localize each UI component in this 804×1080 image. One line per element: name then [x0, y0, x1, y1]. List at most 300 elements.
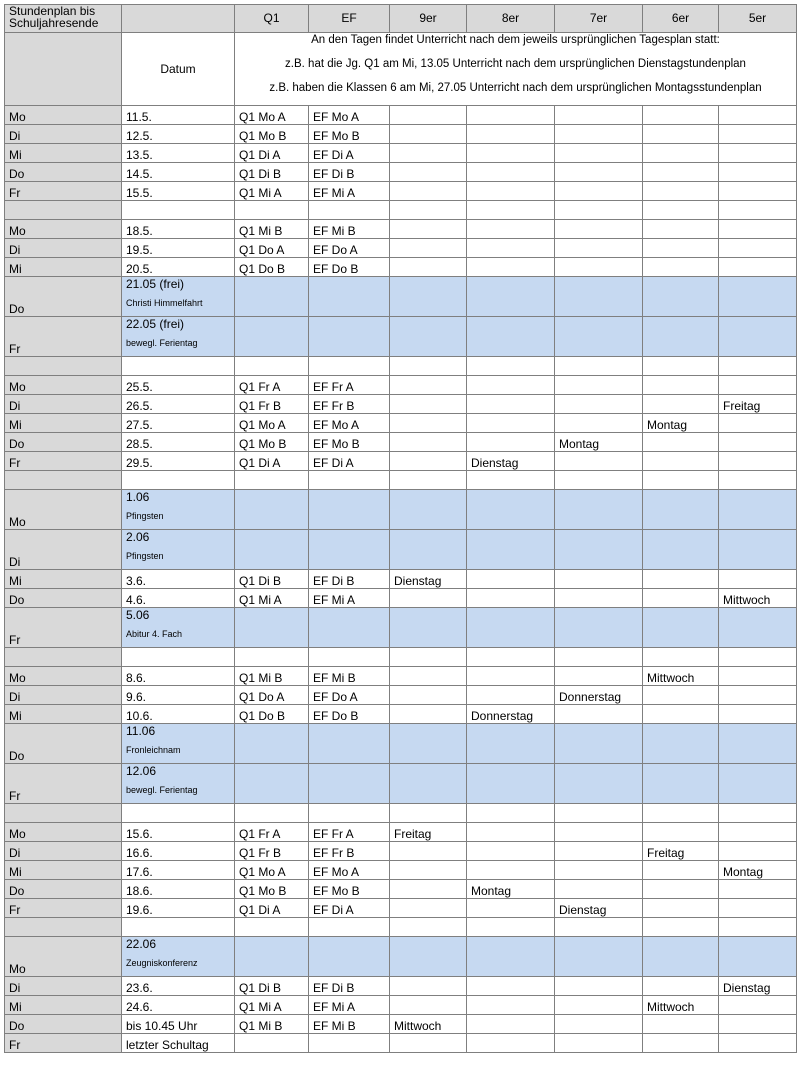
cell-c5: Freitag [719, 395, 797, 414]
weekday-cell: Fr [5, 608, 122, 648]
cell-c8 [467, 182, 555, 201]
date-cell: 10.6. [122, 705, 235, 724]
cell-c6 [643, 705, 719, 724]
cell-q1: Q1 Do A [235, 686, 309, 705]
cell-c9 [390, 667, 467, 686]
cell-c6 [643, 106, 719, 125]
cell-c5 [719, 239, 797, 258]
cell-c7 [555, 823, 643, 842]
cell-c7 [555, 1034, 643, 1053]
holiday-note: Zeugniskonferenz [126, 958, 198, 968]
spacer-cell [5, 804, 122, 823]
cell-ef: EF Mo B [309, 433, 390, 452]
holiday-date: 21.05 (frei) [126, 277, 185, 291]
cell-c9 [390, 1034, 467, 1053]
holiday-cell [309, 764, 390, 804]
spacer-cell [555, 918, 643, 937]
corner-title: Stundenplan bis Schuljahresende [5, 5, 122, 33]
spacer-cell [643, 471, 719, 490]
cell-c6 [643, 1015, 719, 1034]
spacer-cell [309, 201, 390, 220]
weekday-cell: Mi [5, 414, 122, 433]
date-cell: 29.5. [122, 452, 235, 471]
holiday-cell [309, 277, 390, 317]
holiday-cell [467, 724, 555, 764]
cell-c8 [467, 842, 555, 861]
cell-ef: EF Do A [309, 239, 390, 258]
cell-ef: EF Di B [309, 570, 390, 589]
cell-c8 [467, 163, 555, 182]
date-cell: 14.5. [122, 163, 235, 182]
holiday-row [5, 608, 797, 648]
cell-c7 [555, 1015, 643, 1034]
weekday-cell: Di [5, 239, 122, 258]
cell-c7 [555, 842, 643, 861]
date-cell: 9.6. [122, 686, 235, 705]
holiday-cell [719, 608, 797, 648]
cell-c8 [467, 258, 555, 277]
holiday-date: 11.06 [126, 724, 156, 738]
cell-c8 [467, 1015, 555, 1034]
weekday-cell: Mo [5, 490, 122, 530]
cell-ef: EF Di B [309, 163, 390, 182]
holiday-date-cell [122, 724, 235, 764]
holiday-cell [555, 490, 643, 530]
spacer-row [5, 804, 797, 823]
date-cell: 24.6. [122, 996, 235, 1015]
table-row [5, 1034, 797, 1053]
weekday-cell: Mi [5, 570, 122, 589]
date-cell: 8.6. [122, 667, 235, 686]
spacer-cell [719, 918, 797, 937]
spacer-cell [5, 201, 122, 220]
cell-q1: Q1 Di A [235, 144, 309, 163]
cell-c7 [555, 376, 643, 395]
cell-c5 [719, 376, 797, 395]
holiday-cell [555, 764, 643, 804]
cell-c9 [390, 977, 467, 996]
cell-c8 [467, 414, 555, 433]
date-cell: 12.5. [122, 125, 235, 144]
spacer-cell [122, 648, 235, 667]
cell-c5 [719, 182, 797, 201]
cell-c9 [390, 433, 467, 452]
cell-c8: Montag [467, 880, 555, 899]
col-header-q1: Q1 [235, 5, 309, 33]
date-cell: 15.6. [122, 823, 235, 842]
cell-c6 [643, 823, 719, 842]
cell-c5 [719, 705, 797, 724]
cell-c5 [719, 899, 797, 918]
cell-c7 [555, 861, 643, 880]
cell-c7 [555, 239, 643, 258]
cell-c6: Freitag [643, 842, 719, 861]
cell-c9 [390, 106, 467, 125]
spacer-cell [555, 201, 643, 220]
date-cell: 25.5. [122, 376, 235, 395]
spacer-cell [235, 201, 309, 220]
cell-ef: EF Fr B [309, 842, 390, 861]
holiday-cell [390, 277, 467, 317]
holiday-cell [719, 490, 797, 530]
cell-ef: EF Do B [309, 705, 390, 724]
weekday-cell: Di [5, 395, 122, 414]
table-row [5, 376, 797, 395]
holiday-row [5, 277, 797, 317]
cell-c7 [555, 414, 643, 433]
spacer-cell [643, 648, 719, 667]
holiday-cell [390, 724, 467, 764]
cell-c6 [643, 686, 719, 705]
cell-c9 [390, 220, 467, 239]
cell-c7 [555, 163, 643, 182]
holiday-cell [235, 764, 309, 804]
holiday-cell [390, 317, 467, 357]
table-row [5, 144, 797, 163]
cell-c6 [643, 163, 719, 182]
spacer-cell [555, 357, 643, 376]
holiday-cell [235, 277, 309, 317]
cell-q1: Q1 Di B [235, 977, 309, 996]
date-cell: 11.5. [122, 106, 235, 125]
cell-c9 [390, 163, 467, 182]
table-row [5, 125, 797, 144]
cell-c5: Mittwoch [719, 589, 797, 608]
holiday-cell [555, 724, 643, 764]
cell-c5 [719, 1015, 797, 1034]
date-cell: 13.5. [122, 144, 235, 163]
holiday-cell [555, 937, 643, 977]
weekday-cell: Fr [5, 182, 122, 201]
date-cell: 19.5. [122, 239, 235, 258]
holiday-cell [719, 764, 797, 804]
weekday-cell: Do [5, 433, 122, 452]
cell-q1: Q1 Do B [235, 258, 309, 277]
holiday-date-cell [122, 317, 235, 357]
table-row [5, 705, 797, 724]
spacer-cell [122, 201, 235, 220]
cell-c8: Donnerstag [467, 705, 555, 724]
cell-c7 [555, 182, 643, 201]
cell-q1: Q1 Fr A [235, 823, 309, 842]
date-cell: 28.5. [122, 433, 235, 452]
spacer-cell [643, 918, 719, 937]
cell-ef: EF Mo A [309, 106, 390, 125]
cell-q1: Q1 Mo B [235, 125, 309, 144]
cell-c9 [390, 376, 467, 395]
cell-c6: Mittwoch [643, 667, 719, 686]
holiday-date: 22.06 [126, 937, 157, 951]
cell-c6 [643, 899, 719, 918]
date-cell: 17.6. [122, 861, 235, 880]
spacer-cell [122, 918, 235, 937]
spacer-cell [235, 357, 309, 376]
cell-c8 [467, 239, 555, 258]
cell-c8: Dienstag [467, 452, 555, 471]
spacer-cell [5, 648, 122, 667]
spacer-cell [390, 918, 467, 937]
holiday-date: 2.06 [126, 530, 150, 544]
cell-q1: Q1 Mo A [235, 414, 309, 433]
cell-c8 [467, 433, 555, 452]
cell-ef: EF Di A [309, 452, 390, 471]
weekday-cell: Fr [5, 899, 122, 918]
cell-c6 [643, 589, 719, 608]
cell-c8 [467, 1034, 555, 1053]
cell-c8 [467, 220, 555, 239]
spacer-cell [467, 918, 555, 937]
spacer-cell [643, 357, 719, 376]
cell-c7 [555, 880, 643, 899]
holiday-cell [235, 937, 309, 977]
holiday-cell [643, 490, 719, 530]
holiday-cell [390, 764, 467, 804]
date-cell: 27.5. [122, 414, 235, 433]
cell-ef: EF Mi B [309, 1015, 390, 1034]
holiday-cell [643, 277, 719, 317]
cell-c8 [467, 996, 555, 1015]
cell-c5 [719, 144, 797, 163]
holiday-date-cell [122, 937, 235, 977]
cell-q1: Q1 Do A [235, 239, 309, 258]
weekday-cell: Fr [5, 452, 122, 471]
table-row [5, 258, 797, 277]
holiday-note: Fronleichnam [126, 745, 181, 755]
cell-c5 [719, 125, 797, 144]
holiday-cell [235, 724, 309, 764]
cell-c6 [643, 452, 719, 471]
holiday-cell [309, 937, 390, 977]
weekday-cell: Mo [5, 376, 122, 395]
spacer-cell [555, 804, 643, 823]
holiday-cell [309, 608, 390, 648]
cell-c5 [719, 880, 797, 899]
table-row [5, 395, 797, 414]
cell-q1: Q1 Fr A [235, 376, 309, 395]
cell-ef: EF Mo B [309, 880, 390, 899]
holiday-note: bewegl. Ferientag [126, 785, 198, 795]
cell-ef: EF Di A [309, 899, 390, 918]
cell-c8 [467, 106, 555, 125]
cell-ef: EF Mo A [309, 861, 390, 880]
table-row [5, 433, 797, 452]
spacer-cell [390, 804, 467, 823]
cell-ef: EF Mi B [309, 667, 390, 686]
cell-q1: Q1 Mo B [235, 880, 309, 899]
table-row [5, 1015, 797, 1034]
weekday-cell: Di [5, 686, 122, 705]
cell-c7 [555, 452, 643, 471]
cell-c9 [390, 686, 467, 705]
cell-q1: Q1 Di B [235, 570, 309, 589]
holiday-note: bewegl. Ferientag [126, 338, 198, 348]
cell-ef [309, 1034, 390, 1053]
spacer-cell [719, 804, 797, 823]
cell-c6 [643, 395, 719, 414]
cell-c9 [390, 239, 467, 258]
holiday-cell [643, 764, 719, 804]
cell-ef: EF Mi B [309, 220, 390, 239]
datum-label: Datum [122, 33, 235, 106]
cell-c9 [390, 705, 467, 724]
table-row [5, 880, 797, 899]
weekday-cell: Do [5, 1015, 122, 1034]
cell-c9 [390, 182, 467, 201]
holiday-row [5, 490, 797, 530]
cell-c6 [643, 1034, 719, 1053]
cell-c9 [390, 861, 467, 880]
cell-q1: Q1 Do B [235, 705, 309, 724]
holiday-cell [309, 530, 390, 570]
cell-q1: Q1 Di A [235, 452, 309, 471]
intro-line-3: z.B. haben die Klassen 6 am Mi, 27.05 Unterricht nach dem ursprünglichen Montagsstundenplan [269, 82, 762, 94]
cell-q1: Q1 Mo A [235, 106, 309, 125]
cell-c9 [390, 996, 467, 1015]
holiday-cell [719, 530, 797, 570]
cell-ef: EF Mo A [309, 414, 390, 433]
holiday-cell [555, 317, 643, 357]
cell-c7 [555, 705, 643, 724]
holiday-cell [390, 530, 467, 570]
cell-ef: EF Mi A [309, 182, 390, 201]
cell-c8 [467, 125, 555, 144]
cell-ef: EF Fr A [309, 376, 390, 395]
holiday-cell [390, 608, 467, 648]
cell-c5 [719, 996, 797, 1015]
holiday-cell [467, 277, 555, 317]
cell-c8 [467, 861, 555, 880]
cell-c7 [555, 667, 643, 686]
schedule-table [4, 4, 797, 1053]
cell-c9 [390, 842, 467, 861]
cell-c5 [719, 452, 797, 471]
cell-c8 [467, 667, 555, 686]
table-row [5, 589, 797, 608]
cell-c8 [467, 395, 555, 414]
cell-c5 [719, 823, 797, 842]
cell-c9 [390, 880, 467, 899]
weekday-cell: Di [5, 125, 122, 144]
spacer-cell [719, 471, 797, 490]
weekday-cell: Do [5, 589, 122, 608]
table-row [5, 899, 797, 918]
weekday-cell: Mo [5, 667, 122, 686]
table-row [5, 861, 797, 880]
table-row [5, 996, 797, 1015]
holiday-row [5, 724, 797, 764]
spacer-cell [235, 648, 309, 667]
table-row [5, 182, 797, 201]
holiday-cell [643, 724, 719, 764]
table-row [5, 823, 797, 842]
cell-q1: Q1 Mi B [235, 667, 309, 686]
table-row [5, 667, 797, 686]
spacer-cell [390, 471, 467, 490]
weekday-cell: Do [5, 724, 122, 764]
spacer-cell [467, 804, 555, 823]
cell-c9 [390, 395, 467, 414]
cell-c6 [643, 220, 719, 239]
spacer-cell [719, 648, 797, 667]
spacer-row [5, 357, 797, 376]
spacer-cell [555, 648, 643, 667]
cell-c7 [555, 258, 643, 277]
spacer-cell [122, 357, 235, 376]
holiday-date-cell [122, 277, 235, 317]
date-cell: 16.6. [122, 842, 235, 861]
cell-q1: Q1 Mi A [235, 996, 309, 1015]
cell-c7 [555, 996, 643, 1015]
cell-c6 [643, 125, 719, 144]
table-row [5, 106, 797, 125]
spacer-row [5, 471, 797, 490]
col-header-9er: 9er [390, 5, 467, 33]
cell-c5 [719, 163, 797, 182]
holiday-date: 5.06 [126, 608, 150, 622]
date-cell: 18.5. [122, 220, 235, 239]
col-header-6er: 6er [643, 5, 719, 33]
spacer-cell [309, 804, 390, 823]
holiday-row [5, 764, 797, 804]
cell-c5 [719, 106, 797, 125]
spacer-cell [5, 918, 122, 937]
cell-c6 [643, 570, 719, 589]
col-header-7er: 7er [555, 5, 643, 33]
weekday-cell: Mi [5, 258, 122, 277]
holiday-cell [719, 317, 797, 357]
weekday-cell: Mo [5, 106, 122, 125]
cell-c6 [643, 861, 719, 880]
holiday-cell [390, 937, 467, 977]
cell-c7 [555, 106, 643, 125]
date-cell: 4.6. [122, 589, 235, 608]
holiday-note: Christi Himmelfahrt [126, 298, 203, 308]
cell-c7 [555, 589, 643, 608]
weekday-cell: Mo [5, 823, 122, 842]
holiday-row [5, 530, 797, 570]
weekday-cell: Fr [5, 764, 122, 804]
cell-c6 [643, 977, 719, 996]
cell-ef: EF Do A [309, 686, 390, 705]
cell-c5 [719, 570, 797, 589]
weekday-cell: Do [5, 163, 122, 182]
cell-c9: Mittwoch [390, 1015, 467, 1034]
holiday-cell [643, 937, 719, 977]
cell-c6 [643, 433, 719, 452]
weekday-cell: Fr [5, 1034, 122, 1053]
cell-c8 [467, 899, 555, 918]
header-row [5, 5, 797, 33]
weekday-cell: Mi [5, 861, 122, 880]
cell-q1: Q1 Mi B [235, 1015, 309, 1034]
spacer-cell [309, 471, 390, 490]
intro-line-2: z.B. hat die Jg. Q1 am Mi, 13.05 Unterricht nach dem ursprünglichen Dienstagstundenplan [285, 58, 746, 70]
cell-c8 [467, 686, 555, 705]
cell-ef: EF Di A [309, 144, 390, 163]
holiday-cell [555, 608, 643, 648]
cell-q1 [235, 1034, 309, 1053]
cell-c6 [643, 182, 719, 201]
weekday-cell: Mi [5, 705, 122, 724]
spacer-cell [309, 918, 390, 937]
col-header-8er: 8er [467, 5, 555, 33]
holiday-cell [719, 277, 797, 317]
cell-c9 [390, 589, 467, 608]
weekday-cell: Fr [5, 317, 122, 357]
col-header-5er: 5er [719, 5, 797, 33]
spacer-cell [390, 357, 467, 376]
weekday-cell: Mo [5, 937, 122, 977]
